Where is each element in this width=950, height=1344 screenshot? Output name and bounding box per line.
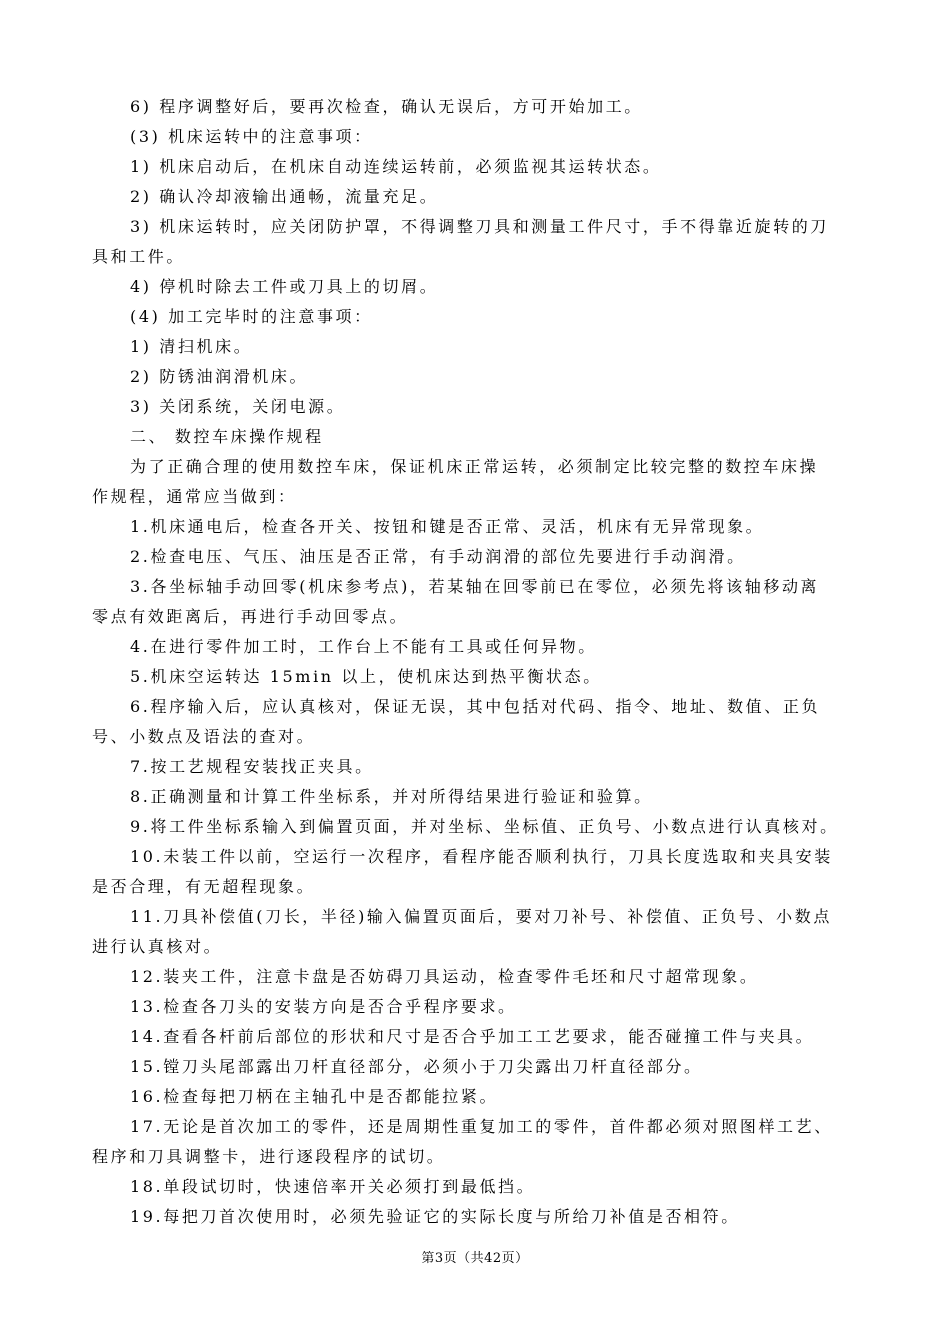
page-footer: 第3页（共42页） xyxy=(421,1251,529,1266)
text-line: 为了正确合理的使用数控车床，保证机床正常运转，必须制定比较完整的数控车床操 xyxy=(130,457,819,476)
text-line: 零点有效距离后，再进行手动回零点。 xyxy=(92,607,409,626)
text-line: 程序和刀具调整卡，进行逐段程序的试切。 xyxy=(92,1147,446,1166)
list-item: 3.各坐标轴手动回零(机床参考点)，若某轴在回零前已在零位，必须先将该轴移动离 xyxy=(130,577,820,596)
list-item: 4.在进行零件加工时，工作台上不能有工具或任何异物。 xyxy=(130,637,597,656)
list-item: 1.机床通电后，检查各开关、按钮和键是否正常、灵活，机床有无异常现象。 xyxy=(130,517,765,536)
list-item: 15.镗刀头尾部露出刀杆直径部分，必须小于刀尖露出刀杆直径部分。 xyxy=(130,1057,703,1076)
section-heading: (3) 机床运转中的注意事项： xyxy=(130,127,373,146)
text-line: 3) 机床运转时，应关闭防护罩，不得调整刀具和测量工件尺寸，手不得靠近旋转的刀 xyxy=(130,217,829,236)
list-item: 11.刀具补偿值(刀长，半径)输入偏置页面后，要对刀补号、补偿值、正负号、小数点 xyxy=(130,907,832,926)
text-line: 进行认真核对。 xyxy=(92,937,223,956)
list-item: 10.未装工件以前，空运行一次程序，看程序能否顺利执行，刀具长度选取和夹具安装 xyxy=(130,847,833,866)
text-line: 1) 清扫机床。 xyxy=(130,337,253,356)
list-item: 8.正确测量和计算工件坐标系，并对所得结果进行验证和验算。 xyxy=(130,787,653,806)
list-item: 19.每把刀首次使用时，必须先验证它的实际长度与所给刀补值是否相符。 xyxy=(130,1207,740,1226)
list-item: 18.单段试切时，快速倍率开关必须打到最低挡。 xyxy=(130,1177,536,1196)
text-line: 具和工件。 xyxy=(92,247,186,266)
list-item: 2.检查电压、气压、油压是否正常，有手动润滑的部位先要进行手动润滑。 xyxy=(130,547,746,566)
list-item: 6.程序输入后，应认真核对，保证无误，其中包括对代码、指令、地址、数值、正负 xyxy=(130,697,821,716)
text-line: 2) 确认冷却液输出通畅，流量充足。 xyxy=(130,187,439,206)
text-line: 作规程，通常应当做到： xyxy=(92,487,297,506)
text-line: 4) 停机时除去工件或刀具上的切屑。 xyxy=(130,277,439,296)
list-item: 14.查看各杆前后部位的形状和尺寸是否合乎加工工艺要求，能否碰撞工件与夹具。 xyxy=(130,1027,815,1046)
text-line: 2) 防锈油润滑机床。 xyxy=(130,367,309,386)
text-line: 号、小数点及语法的查对。 xyxy=(92,727,316,746)
text-line: 3) 关闭系统，关闭电源。 xyxy=(130,397,346,416)
chapter-heading: 二、 数控车床操作规程 xyxy=(130,427,324,446)
list-item: 9.将工件坐标系输入到偏置页面，并对坐标、坐标值、正负号、小数点进行认真核对。 xyxy=(130,817,839,836)
list-item: 16.检查每把刀柄在主轴孔中是否都能拉紧。 xyxy=(130,1087,499,1106)
list-item: 17.无论是首次加工的零件，还是周期性重复加工的零件，首件都必须对照图样工艺、 xyxy=(130,1117,833,1136)
list-item: 12.装夹工件，注意卡盘是否妨碍刀具运动，检查零件毛坯和尺寸超常现象。 xyxy=(130,967,759,986)
list-item: 7.按工艺规程安装找正夹具。 xyxy=(130,757,374,776)
text-line: 1) 机床启动后，在机床自动连续运转前，必须监视其运转状态。 xyxy=(130,157,662,176)
text-line: 6) 程序调整好后，要再次检查，确认无误后，方可开始加工。 xyxy=(130,97,643,116)
list-item: 13.检查各刀头的安装方向是否合乎程序要求。 xyxy=(130,997,517,1016)
list-item: 5.机床空运转达 15min 以上，使机床达到热平衡状态。 xyxy=(130,667,602,686)
text-line: 是否合理，有无超程现象。 xyxy=(92,877,316,896)
section-heading: (4) 加工完毕时的注意事项： xyxy=(130,307,373,326)
